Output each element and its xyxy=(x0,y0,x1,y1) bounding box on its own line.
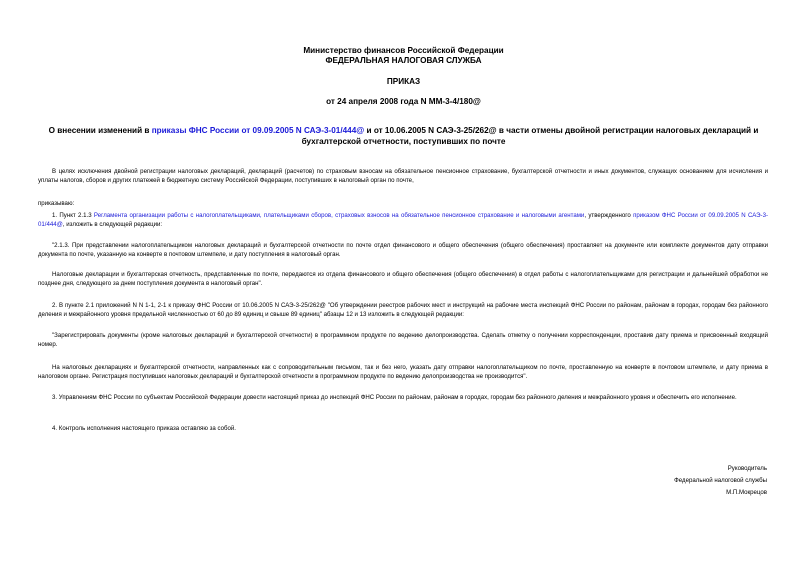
ministry-name: Министерство финансов Российской Федерации xyxy=(303,46,504,55)
signature-position: Руководитель xyxy=(727,465,767,472)
quote-declarations: Налоговые декларации и бухгалтерская отчетность, представленные по почте, передаются из отдела финансового и общего обеспечения (общего обеспечения) в отдел работы с налогоплательщиками для регистрации и дальнейшей обработки не позднее дня, следующего за днем поступления документа в налоговый орган". xyxy=(38,271,768,287)
paragraph-2: 2. В пункте 2.1 приложений N N 1-1, 2-1 к приказу ФНС России от 10.06.2005 N САЭ-3-25/262@ "Об утверждении реестров рабочих мест и инструкций на рабочие места инспекций ФНС России по районам, районам в городах, городам без районного деления и межрайонного уровня предельной численностью от 60 до 89 единиц и свыше 89 единиц" абзацы 12 и 13 изложить в следующей редакции: xyxy=(38,302,768,318)
document-type: ПРИКАЗ xyxy=(386,77,421,86)
title-suffix: и от 10.06.2005 N САЭ-3-25/262@ в части отмены двойной регистрации налоговых деклараций и бухгалтерской отчетности, поступивших по почте xyxy=(301,126,759,146)
title-prefix: О внесении изменений в xyxy=(48,126,152,135)
paragraph-4: 4. Контроль исполнения настоящего приказа оставляю за собой. xyxy=(52,425,236,432)
p1-mid: , утвержденного xyxy=(584,212,634,219)
quote-tax-declarations: На налоговых декларациях и бухгалтерской отчетности, направленных как с сопроводительным письмом, так и без него, указать дату отправки налогоплательщиком по почте, проставленную на конверте в почтовом штемпеле, и дату приема в налоговом органе. Регистрация поступивших налоговых деклараций и бухгалтерской отчетности в программном продукте по ведению делопроизводства не производится". xyxy=(38,364,768,380)
signature-org: Федеральной налоговой службы xyxy=(674,477,767,484)
order-word: приказываю: xyxy=(38,200,75,207)
signature-name: М.П.Мокрецов xyxy=(726,489,767,496)
quote-2-1-3: "2.1.3. При представлении налогоплательщиком налоговых деклараций и бухгалтерской отчетности по почте отдел финансового и общего обеспечения (общего обеспечения) проставляет на документе или комплекте документов дату отправки документа по почте, указанную на конверте в почтовом штемпеле, и дату поступления в налоговый орган. xyxy=(38,242,768,258)
document-date-number: от 24 апреля 2008 года N ММ-3-4/180@ xyxy=(326,97,481,106)
p1-suffix: , изложить в следующей редакции: xyxy=(62,221,163,228)
paragraph-1 xyxy=(38,211,768,229)
paragraph-3: 3. Управлениям ФНС России по субъектам Российской Федерации довести настоящий приказ до инспекций ФНС России по районам, районам в городах, городам без районного деления и межрайонного уровня и обеспечить его исполнение. xyxy=(52,394,737,401)
p1-prefix: 1. Пункт 2.1.3 xyxy=(52,212,94,219)
quote-register: "Зарегистрировать документы (кроме налоговых деклараций и бухгалтерской отчетности) в программном продукте по ведению делопроизводства. Сделать отметку о получении корреспонденции, проставив дату приема и присвоенный входящий номер. xyxy=(38,332,768,348)
regulation-link[interactable]: Регламента организации работы с налогоплательщиками, плательщиками сборов, страховых взносов на обязательное пенсионное страхование и налоговыми агентами xyxy=(93,212,585,219)
order-link[interactable]: приказом ФНС России от 09.09.2005 N САЭ-3-01/444@ xyxy=(38,212,768,228)
intro-paragraph: В целях исключения двойной регистрации налоговых деклараций, деклараций (расчетов) по страховым взносам на обязательное пенсионное страхование, бухгалтерской отчетности и иных документов, служащих основанием для исчисления и уплаты налогов, сборов и других платежей в бюджетную систему Российской Федерации, поступивших в налоговый орган по почте, xyxy=(38,168,768,184)
title-link[interactable]: приказы ФНС России от 09.09.2005 N САЭ-3-01/444@ xyxy=(151,126,365,135)
document-title xyxy=(20,125,787,147)
service-name: ФЕДЕРАЛЬНАЯ НАЛОГОВАЯ СЛУЖБА xyxy=(325,56,482,65)
